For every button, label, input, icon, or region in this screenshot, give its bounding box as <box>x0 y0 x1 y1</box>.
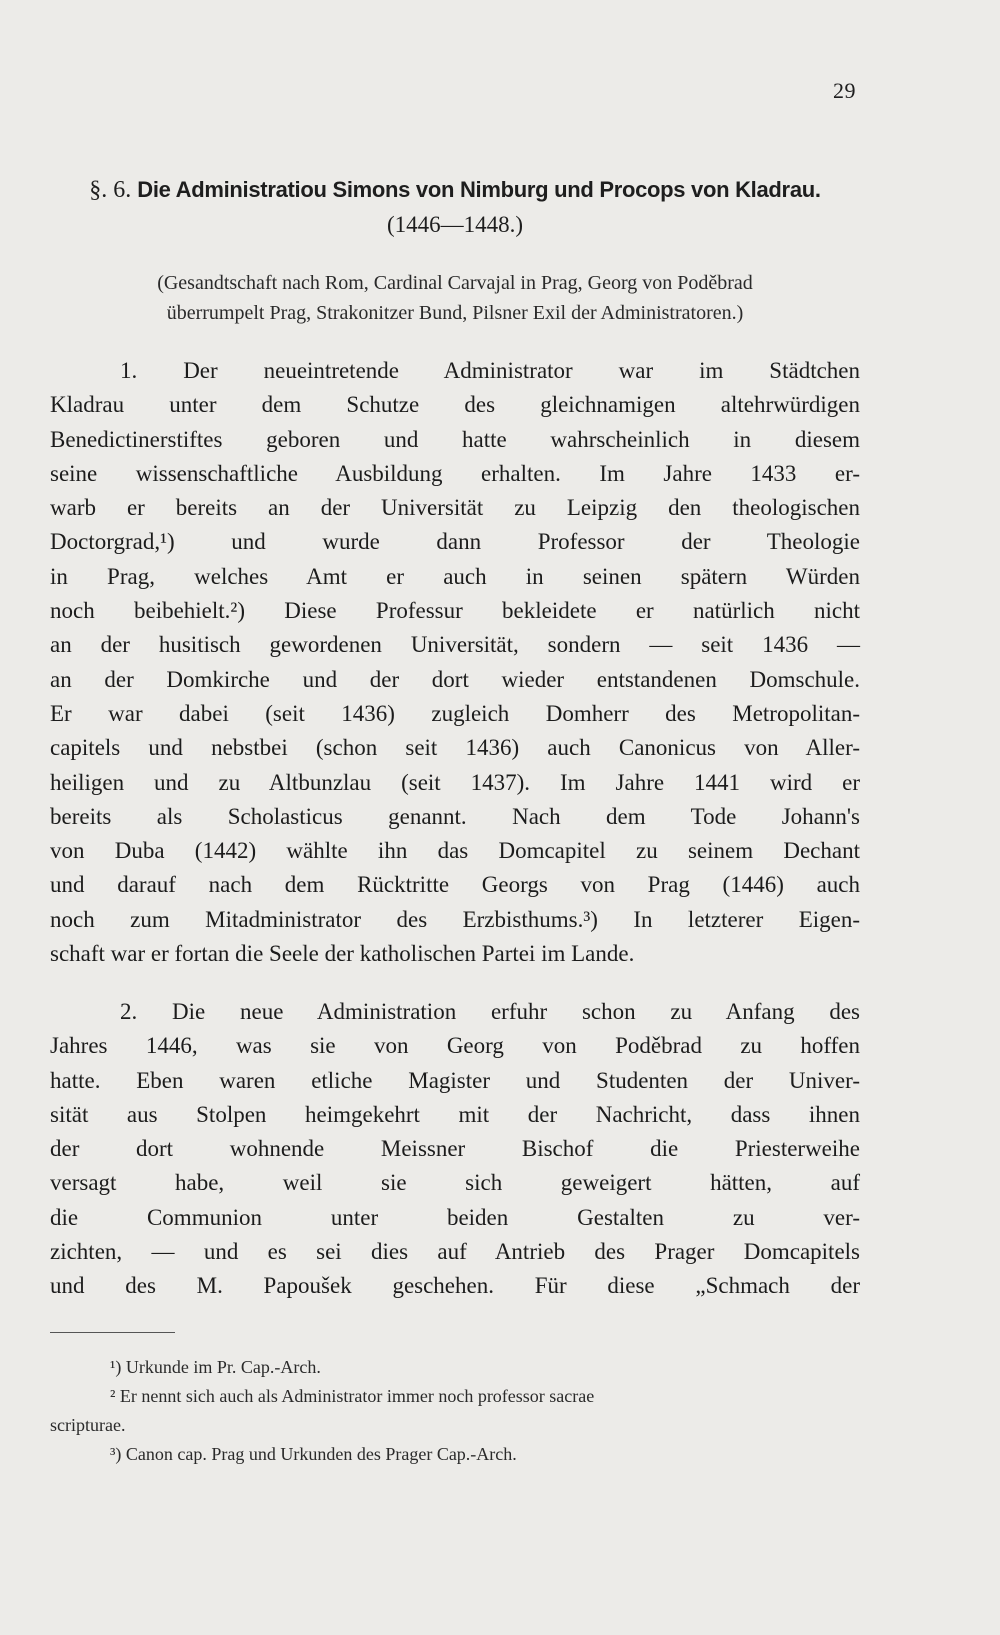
footnote-divider <box>50 1332 175 1333</box>
section-summary <box>50 268 860 328</box>
section-number: §. 6. <box>89 177 132 203</box>
footnotes <box>50 1353 860 1469</box>
text-line: noch zum Mitadministrator des Erzbisthums.³) In letzterer Eigen- <box>50 906 860 932</box>
text-line: von Duba (1442) wählte ihn das Domcapitel zu seinem Dechant <box>50 838 860 864</box>
text-line: in Prag, welches Amt er auch in seinen spätern Würden <box>50 563 860 589</box>
paragraph-1 <box>50 354 860 971</box>
summary-line: (Gesandtschaft nach Rom, Cardinal Carvajal in Prag, Georg von Poděbrad <box>157 272 753 294</box>
text-line: sität aus Stolpen heimgekehrt mit der Nachricht, dass ihnen <box>50 1101 860 1127</box>
footnote-1: ¹) Urkunde im Pr. Cap.-Arch. <box>110 1357 321 1377</box>
footnote-3: ³) Canon cap. Prag und Urkunden des Prager Cap.-Arch. <box>110 1444 517 1464</box>
text-line: noch beibehielt.²) Diese Professur bekleidete er natürlich nicht <box>50 598 860 624</box>
text-line: an der Domkirche und der dort wieder entstandenen Domschule. <box>50 666 860 692</box>
text-line: zichten, — und es sei dies auf Antrieb des Prager Domcapitels <box>50 1239 860 1265</box>
text-line: capitels und nebstbei (schon seit 1436) auch Canonicus von Aller- <box>50 735 860 761</box>
text-line: die Communion unter beiden Gestalten zu ver- <box>50 1204 860 1230</box>
text-line: 1. Der neueintretende Administrator war im Städtchen <box>120 358 860 383</box>
text-line: schaft war er fortan die Seele der katholischen Partei im Lande. <box>50 941 635 967</box>
section-heading <box>50 173 860 207</box>
text-line: der dort wohnende Meissner Bischof die Priesterweihe <box>50 1136 860 1162</box>
text-line: und darauf nach dem Rücktritte Georgs von Prag (1446) auch <box>50 872 860 898</box>
section-title: Die Administratiou Simons von Nimburg und Procops von Kladrau. <box>137 177 821 202</box>
paragraph-2 <box>50 995 860 1304</box>
text-line: Benedictinerstiftes geboren und hatte wahrscheinlich in diesem <box>50 426 860 452</box>
text-line: Doctorgrad,¹) und wurde dann Professor der Theologie <box>50 529 860 555</box>
page-number: 29 <box>833 78 856 103</box>
text-line: und des M. Papoušek geschehen. Für diese „Schmach der <box>50 1273 860 1299</box>
text-line: bereits als Scholasticus genannt. Nach dem Tode Johann's <box>50 803 860 829</box>
footnote-2-continuation: scripturae. <box>50 1415 126 1435</box>
text-line: warb er bereits an der Universität zu Leipzig den theologischen <box>50 495 860 521</box>
text-line: hatte. Eben waren etliche Magister und Studenten der Univer- <box>50 1067 860 1093</box>
text-line: Kladrau unter dem Schutze des gleichnamigen altehrwürdigen <box>50 392 860 418</box>
text-line: heiligen und zu Altbunzlau (seit 1437). Im Jahre 1441 wird er <box>50 769 860 795</box>
text-line: versagt habe, weil sie sich geweigert hätten, auf <box>50 1170 860 1196</box>
text-line: an der husitisch gewordenen Universität, sondern — seit 1436 — <box>50 632 860 658</box>
footnote-2: ² Er nennt sich auch als Administrator immer noch professor sacrae <box>110 1386 595 1406</box>
text-line: Jahres 1446, was sie von Georg von Poděbrad zu hoffen <box>50 1033 860 1059</box>
text-line: 2. Die neue Administration erfuhr schon zu Anfang des <box>120 999 860 1024</box>
text-line: seine wissenschaftliche Ausbildung erhalten. Im Jahre 1433 er- <box>50 460 860 486</box>
section-years: (1446—1448.) <box>386 212 524 237</box>
summary-line: überrumpelt Prag, Strakonitzer Bund, Pilsner Exil der Administratoren.) <box>166 302 744 324</box>
text-line: Er war dabei (seit 1436) zugleich Domherr des Metropolitan- <box>50 700 860 726</box>
